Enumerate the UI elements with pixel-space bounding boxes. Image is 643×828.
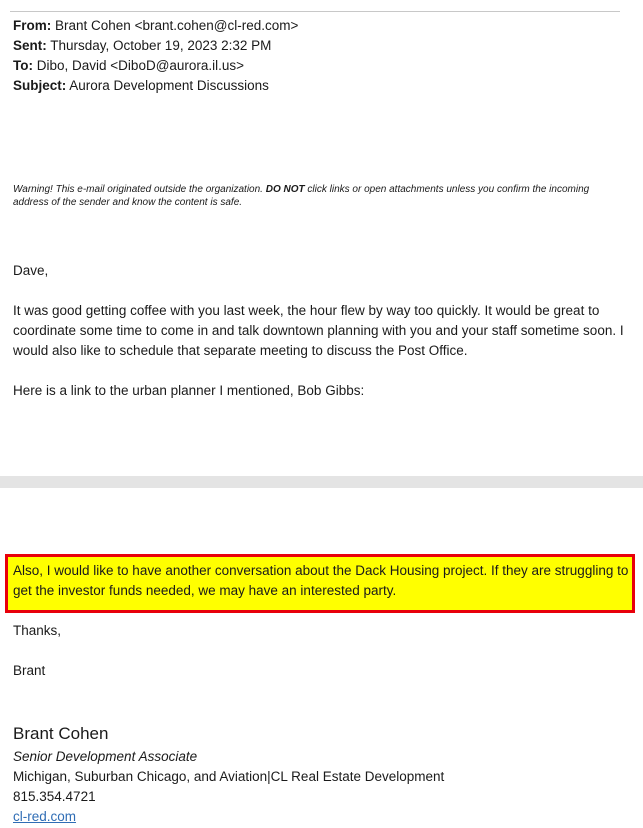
warning-emphasis: DO NOT: [265, 184, 305, 195]
message-paragraph-1: It was good getting coffee with you last week, the hour flew by way too quickly. It would be great to coordinate some time to come in and talk downtown planning with you and your staff sometime soon. I would also like to schedule that separate meeting to discuss the Post Office.: [13, 303, 624, 358]
signature-title: Senior Development Associate: [13, 749, 198, 764]
header-divider: [10, 11, 620, 12]
subject-row: [13, 76, 298, 96]
sent-row: [13, 36, 298, 56]
external-warning-banner: [13, 183, 623, 209]
warning-suffix: click links or open attachments unless you confirm the incoming address of the sender and know the content is safe.: [13, 184, 590, 208]
signature-organization: Michigan, Suburban Chicago, and Aviation|CL Real Estate Development: [13, 769, 445, 784]
sender-first-name: Brant: [13, 663, 46, 678]
subject-value: Aurora Development Discussions: [69, 78, 269, 93]
highlighted-paragraph: Also, I would like to have another conversation about the Dack Housing project. If they are struggling to get the investor funds needed, we may have an interested party.: [5, 554, 635, 613]
message-paragraph-2: Here is a link to the urban planner I mentioned, Bob Gibbs:: [13, 383, 365, 398]
from-value[interactable]: Brant Cohen <brant.cohen@cl-red.com>: [55, 18, 299, 33]
signature-name: Brant Cohen: [13, 724, 109, 743]
closing: Thanks,: [13, 623, 62, 638]
greeting: Dave,: [13, 263, 49, 278]
signature-website-link[interactable]: cl-red.com: [13, 809, 77, 824]
email-header: [13, 16, 298, 96]
signature-phone: 815.354.4721: [13, 789, 96, 804]
subject-label: Subject:: [13, 78, 67, 93]
page-break-bar: [0, 476, 643, 488]
sent-label: Sent:: [13, 38, 47, 53]
warning-prefix: Warning! This e-mail originated outside the organization.: [13, 184, 266, 195]
from-row: [13, 16, 298, 36]
to-value[interactable]: Dibo, David <DiboD@aurora.il.us>: [36, 58, 245, 73]
to-row: [13, 56, 298, 76]
sent-value: Thursday, October 19, 2023 2:32 PM: [50, 38, 272, 53]
from-label: From:: [13, 18, 52, 33]
to-label: To:: [13, 58, 33, 73]
